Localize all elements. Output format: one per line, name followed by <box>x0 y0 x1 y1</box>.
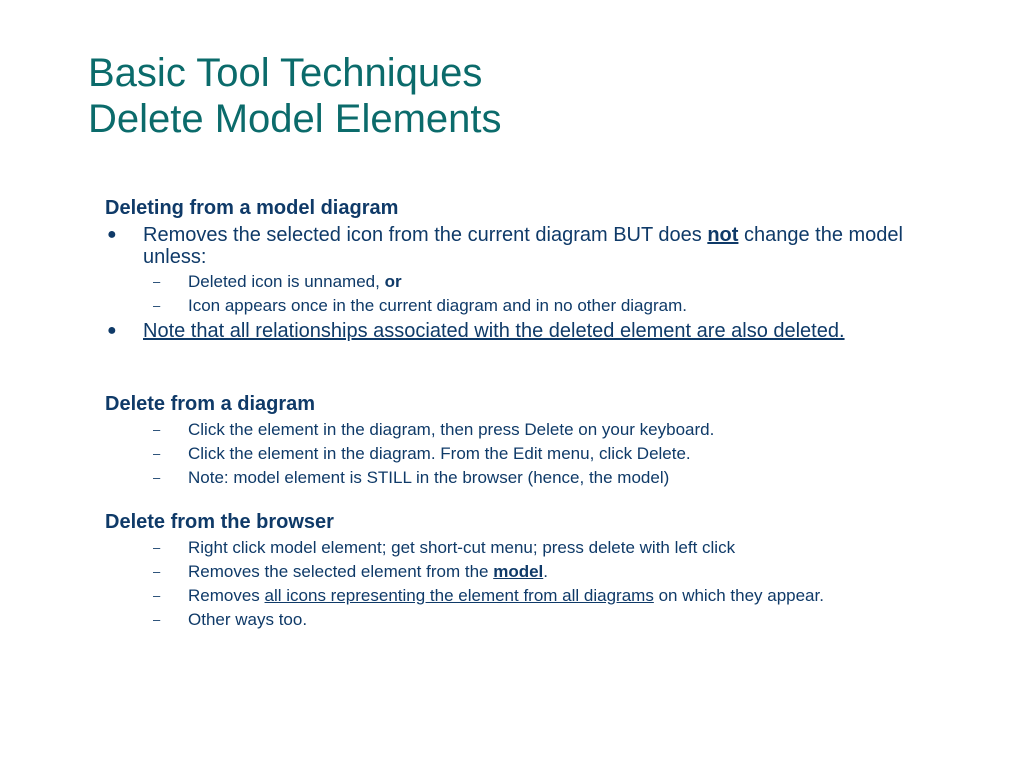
bullet-note-relationships-deleted <box>105 320 925 342</box>
title-line-2: Delete Model Elements <box>88 97 502 141</box>
list-item <box>105 420 925 440</box>
list-item-text: Click the element in the diagram. From the Edit menu, click Delete. <box>188 444 691 463</box>
list-item-text: Right click model element; get short-cut menu; press delete with left click <box>188 538 736 557</box>
bullet-text-before: Removes the selected icon from the current diagram BUT does <box>143 224 708 246</box>
bullet-emphasis-not: not <box>707 224 739 246</box>
list-item <box>105 444 925 464</box>
bullet-removes-selected-icon <box>105 224 925 268</box>
list-item <box>105 538 925 558</box>
list-item-text-after: . <box>543 562 548 581</box>
bullet-text: Note that all relationships associated with the deleted element are also deleted. <box>143 320 845 342</box>
list-item-text-after: on which they appear. <box>653 586 824 605</box>
list-item <box>105 586 925 606</box>
title-line-1: Basic Tool Techniques <box>88 51 483 95</box>
list-item-text: Other ways too. <box>188 610 308 629</box>
sub-bullet-text: Icon appears once in the current diagram and in no other diagram. <box>188 296 687 315</box>
list-item <box>105 468 925 488</box>
dash-icon: – <box>153 470 161 485</box>
list-item-underlined: all icons representing the element from all diagrams <box>264 586 654 605</box>
dash-icon: – <box>153 612 161 627</box>
sub-bullet-text: Deleted icon is unnamed, <box>188 272 385 291</box>
section-heading-delete-from-browser: Delete from the browser <box>105 511 334 533</box>
list-item-emphasis-model: model <box>493 562 544 581</box>
slide-title <box>88 50 502 142</box>
dash-icon: – <box>153 564 161 579</box>
dash-icon: – <box>153 298 161 313</box>
list-item <box>105 610 925 630</box>
sub-bullet-emphasis-or: or <box>384 272 402 291</box>
sub-bullet-icon-appears-once <box>105 296 925 316</box>
bullet-text-after: change the model unless: <box>143 224 903 268</box>
list-item <box>105 562 925 582</box>
list-item-text-before: Removes <box>188 586 265 605</box>
dash-icon: – <box>153 540 161 555</box>
bullet-dot-icon: ● <box>107 226 117 243</box>
list-item-text-before: Removes the selected element from the <box>188 562 494 581</box>
dash-icon: – <box>153 422 161 437</box>
dash-icon: – <box>153 274 161 289</box>
dash-icon: – <box>153 446 161 461</box>
list-item-text: Click the element in the diagram, then press Delete on your keyboard. <box>188 420 715 439</box>
section-heading-deleting-from-model-diagram: Deleting from a model diagram <box>105 197 399 219</box>
section-heading-delete-from-diagram: Delete from a diagram <box>105 393 316 415</box>
sub-bullet-deleted-icon-unnamed <box>105 272 925 292</box>
list-item-text: Note: model element is STILL in the browser (hence, the model) <box>188 468 670 487</box>
bullet-dot-icon: ● <box>107 322 117 339</box>
slide-content <box>105 196 925 630</box>
dash-icon: – <box>153 588 161 603</box>
